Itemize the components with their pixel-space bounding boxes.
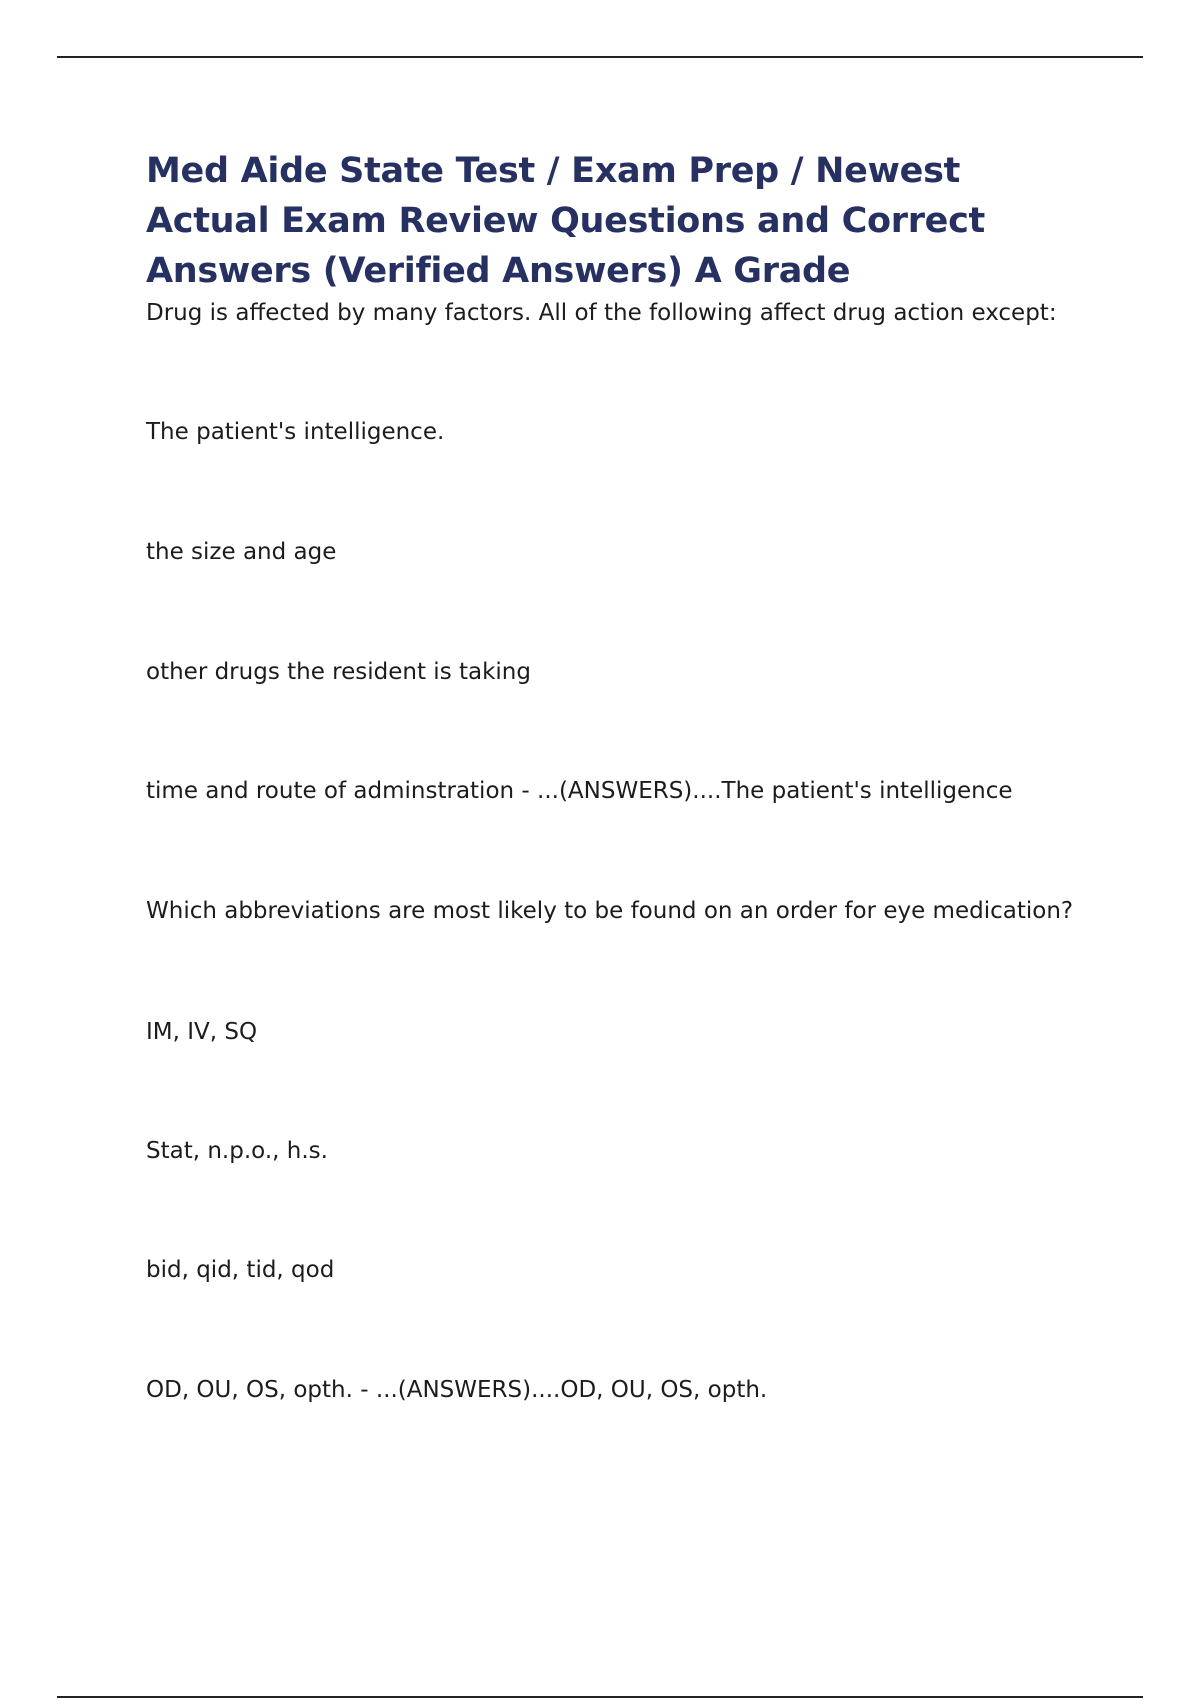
question-2-option-2: Stat, n.p.o., h.s. [146, 1138, 328, 1164]
question-1-text: Drug is affected by many factors. All of the following affect drug action except: [146, 300, 1057, 326]
footer-rule [57, 1696, 1143, 1698]
question-2-option-4-answer: OD, OU, OS, opth. - ...(ANSWERS)....OD, OU, OS, opth. [146, 1377, 768, 1403]
question-2-option-1: IM, IV, SQ [146, 1019, 258, 1045]
question-1-option-1: The patient's intelligence. [146, 419, 445, 445]
question-2-text: Which abbreviations are most likely to be found on an order for eye medication? [146, 898, 1074, 924]
header-rule [57, 56, 1143, 58]
question-1-option-3: other drugs the resident is taking [146, 659, 531, 685]
document-title: Med Aide State Test / Exam Prep / Newest Actual Exam Review Questions and Correct Answers (Verified Answers) A Grade [146, 151, 985, 291]
question-1-option-2: the size and age [146, 539, 337, 565]
question-2-option-3: bid, qid, tid, qod [146, 1257, 335, 1283]
question-1-option-4-answer: time and route of adminstration - ...(ANSWERS)....The patient's intelligence [146, 778, 1013, 804]
